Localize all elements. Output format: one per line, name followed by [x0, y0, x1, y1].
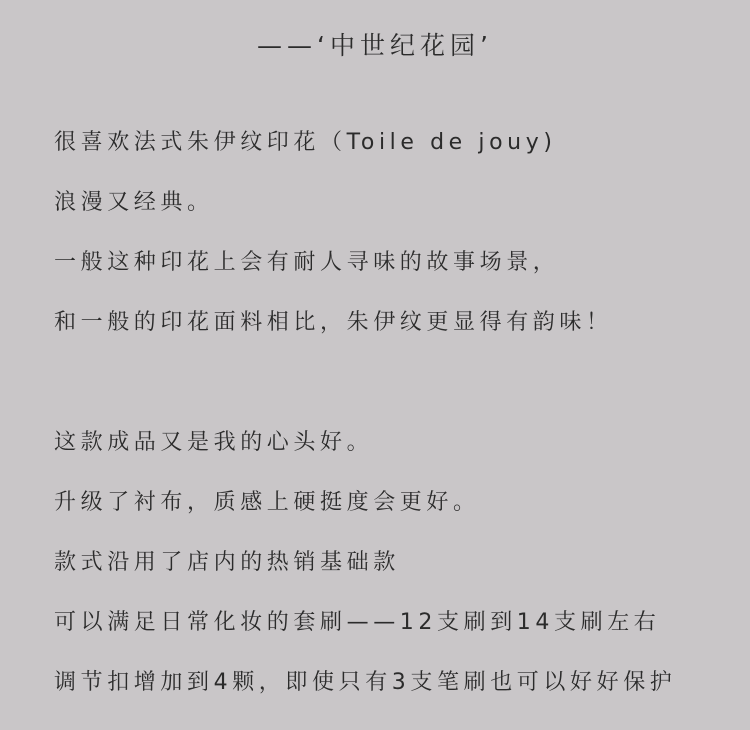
text-line: 和一般的印花面料相比，朱伊纹更显得有韵味！: [54, 310, 613, 335]
text-line: 款式沿用了店内的热销基础款: [54, 550, 400, 575]
paragraph-1: [54, 130, 734, 370]
page-title: ——‘中世纪花园’: [257, 31, 493, 60]
text-line: 浪漫又经典。: [54, 190, 214, 215]
paragraph-2: [54, 430, 734, 730]
text-line: 很喜欢法式朱伊纹印花（Toile de jouy): [54, 130, 557, 155]
text-line: 一般这种印花上会有耐人寻味的故事场景，: [54, 250, 560, 275]
text-line: 这款成品又是我的心头好。: [54, 430, 374, 455]
text-line: 调节扣增加到4颗，即使只有3支笔刷也可以好好保护: [54, 670, 677, 695]
text-line: 可以满足日常化妆的套刷——12支刷到14支刷左右: [54, 610, 661, 635]
text-line: 升级了衬布，质感上硬挺度会更好。: [54, 490, 480, 515]
